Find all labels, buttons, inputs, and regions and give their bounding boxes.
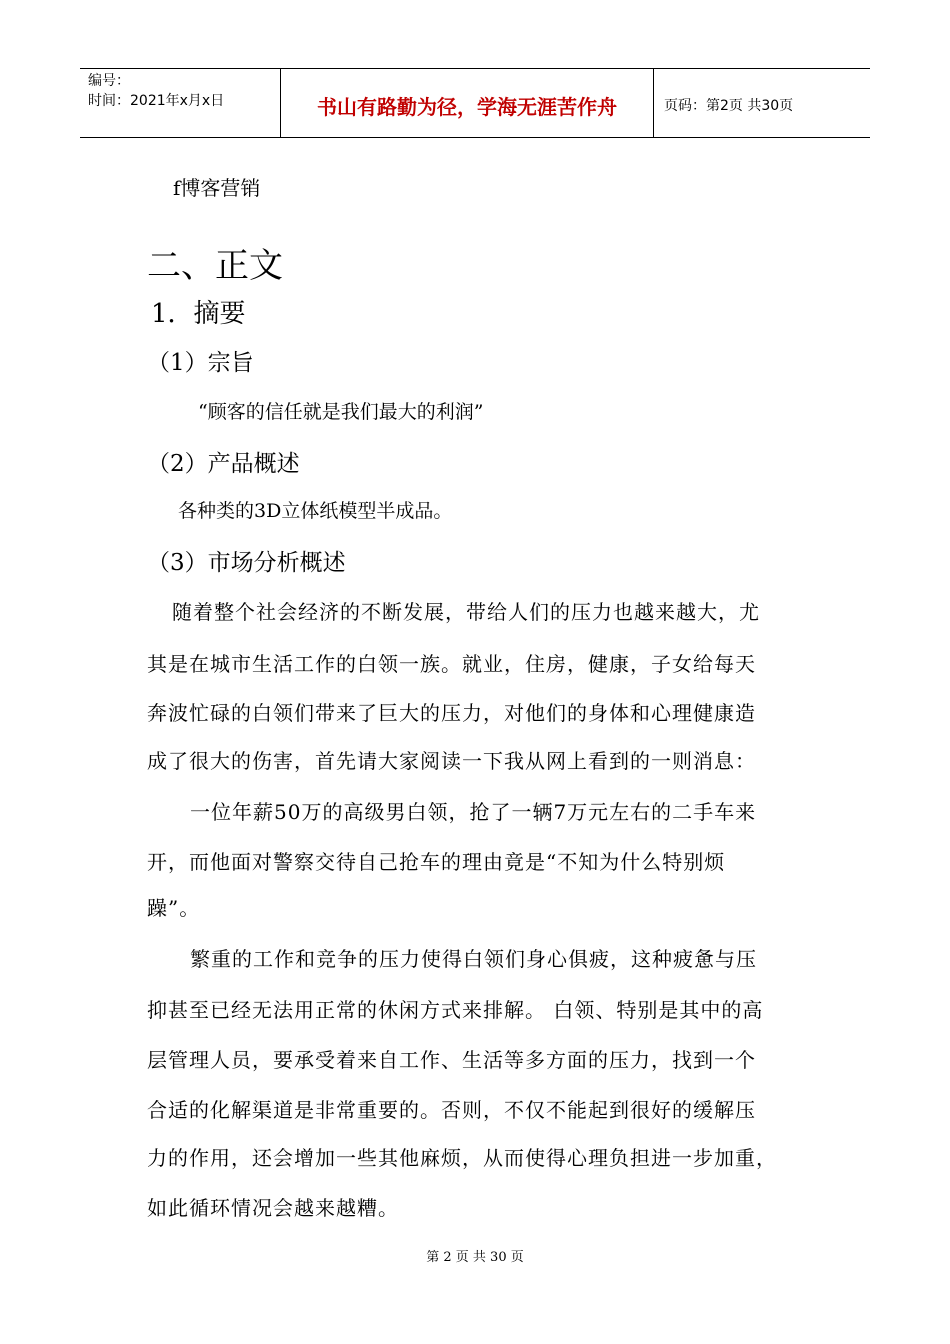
paragraph-line: 躁”。 — [147, 896, 201, 920]
paragraph-line: 奔波忙碌的白领们带来了巨大的压力，对他们的身体和心理健康造 — [147, 701, 756, 725]
header-motto: 书山有路勤为径，学海无涯苦作舟 — [280, 69, 654, 137]
paragraph-line: 成了很大的伤害，首先请大家阅读一下我从网上看到的一则消息： — [147, 749, 756, 773]
header-page-info: 页码：第2页 共30页 — [664, 98, 794, 114]
heading-product-overview: （2）产品概述 — [147, 451, 300, 477]
paragraph-line: 层管理人员，要承受着来自工作、生活等多方面的压力，找到一个 — [147, 1048, 756, 1072]
purpose-quote: “顾客的信任就是我们最大的利润” — [198, 401, 484, 423]
subsection-title: 1．摘要 — [151, 299, 246, 329]
paragraph-line: 开，而他面对警察交待自己抢车的理由竟是“不知为什么特别烦 — [147, 850, 726, 874]
section-title: 二、正文 — [147, 246, 283, 286]
paragraph-line: 如此循环情况会越来越糟。 — [147, 1196, 399, 1220]
page-header — [80, 68, 870, 138]
paragraph-line: 力的作用，还会增加一些其他麻烦，从而使得心理负担进一步加重， — [147, 1146, 777, 1170]
paragraph-line: 合适的化解渠道是非常重要的。否则，不仅不能起到很好的缓解压 — [147, 1098, 756, 1122]
time-label: 时间：2021年x月x日 — [88, 93, 225, 109]
blog-marketing-item: f博客营销 — [173, 176, 261, 200]
heading-purpose: （1）宗旨 — [147, 350, 254, 376]
number-label: 编号： — [88, 73, 130, 89]
heading-market-analysis: （3）市场分析概述 — [147, 550, 346, 576]
page-footer: 第 2 页 共 30 页 — [426, 1250, 524, 1265]
paragraph-line: 一位年薪50万的高级男白领，抢了一辆7万元左右的二手车来 — [190, 800, 757, 824]
header-left-cell — [80, 69, 280, 137]
paragraph-line: 抑甚至已经无法用正常的休闲方式来排解。 白领、特别是其中的高 — [147, 998, 764, 1022]
product-description: 各种类的3D立体纸模型半成品。 — [178, 500, 453, 522]
paragraph-line: 繁重的工作和竞争的压力使得白领们身心俱疲，这种疲惫与压 — [190, 947, 757, 971]
paragraph-line: 随着整个社会经济的不断发展，带给人们的压力也越来越大，尤 — [172, 600, 760, 624]
paragraph-line: 其是在城市生活工作的白领一族。就业，住房，健康，子女给每天 — [147, 652, 756, 676]
